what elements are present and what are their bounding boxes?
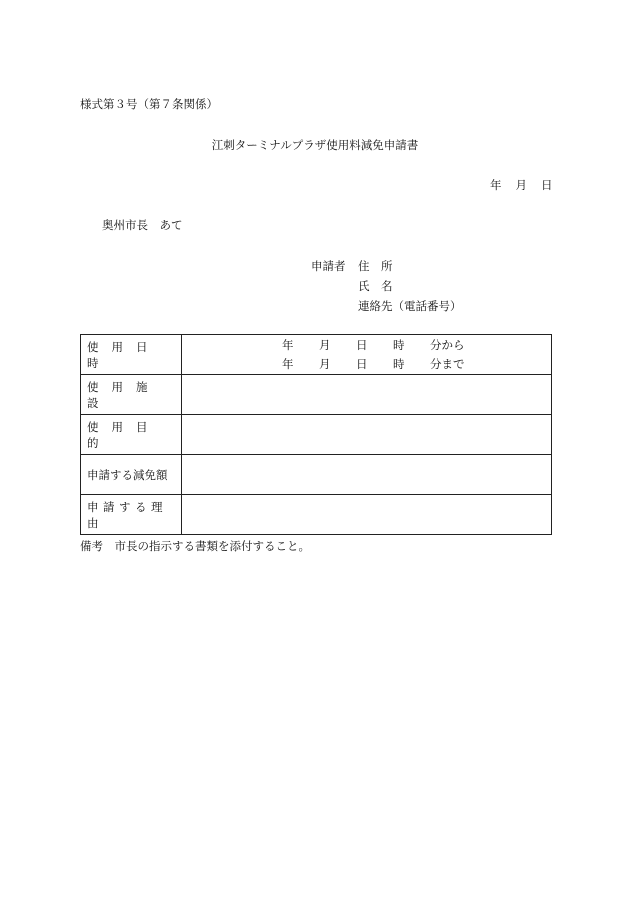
- table-row: [81, 455, 552, 495]
- applicant-address-label: 住 所: [358, 259, 393, 273]
- reduction-amount-field[interactable]: [182, 455, 552, 495]
- datetime-from-line: 年 月 日 時 分から: [282, 337, 465, 352]
- table-row: [81, 375, 552, 415]
- reason-field[interactable]: [182, 495, 552, 535]
- table-row: [81, 335, 552, 375]
- form-number: 様式第３号（第７条関係）: [80, 97, 218, 111]
- facility-field[interactable]: [182, 375, 552, 415]
- table-row: [81, 415, 552, 455]
- purpose-field[interactable]: [182, 415, 552, 455]
- row-label-purpose: 使用目的: [81, 415, 182, 455]
- row-label-facility: 使用施設: [81, 375, 182, 415]
- remarks-note: 備考 市長の指示する書類を添付すること。: [80, 539, 310, 553]
- applicant-contact-label: 連絡先（電話番号）: [358, 299, 462, 313]
- date-day-label: 日: [541, 178, 553, 192]
- row-label-reason: 申請する理由: [81, 495, 182, 535]
- application-form-table: [80, 334, 552, 535]
- applicant-name-label: 氏 名: [358, 279, 393, 293]
- date-year-label: 年: [490, 178, 502, 192]
- row-label-usage-datetime: 使用日時: [81, 335, 182, 375]
- addressee: 奥州市長 あて: [102, 218, 183, 232]
- usage-datetime-field[interactable]: [182, 335, 552, 375]
- row-label-reduction-amount: 申請する減免額: [81, 455, 182, 495]
- date-line: [490, 177, 553, 193]
- document-title: 江刺ターミナルプラザ使用料減免申請書: [211, 138, 419, 152]
- date-month-label: 月: [515, 178, 527, 192]
- table-row: [81, 495, 552, 535]
- datetime-to-line: 年 月 日 時 分まで: [282, 356, 465, 371]
- applicant-label: 申請者: [311, 259, 346, 273]
